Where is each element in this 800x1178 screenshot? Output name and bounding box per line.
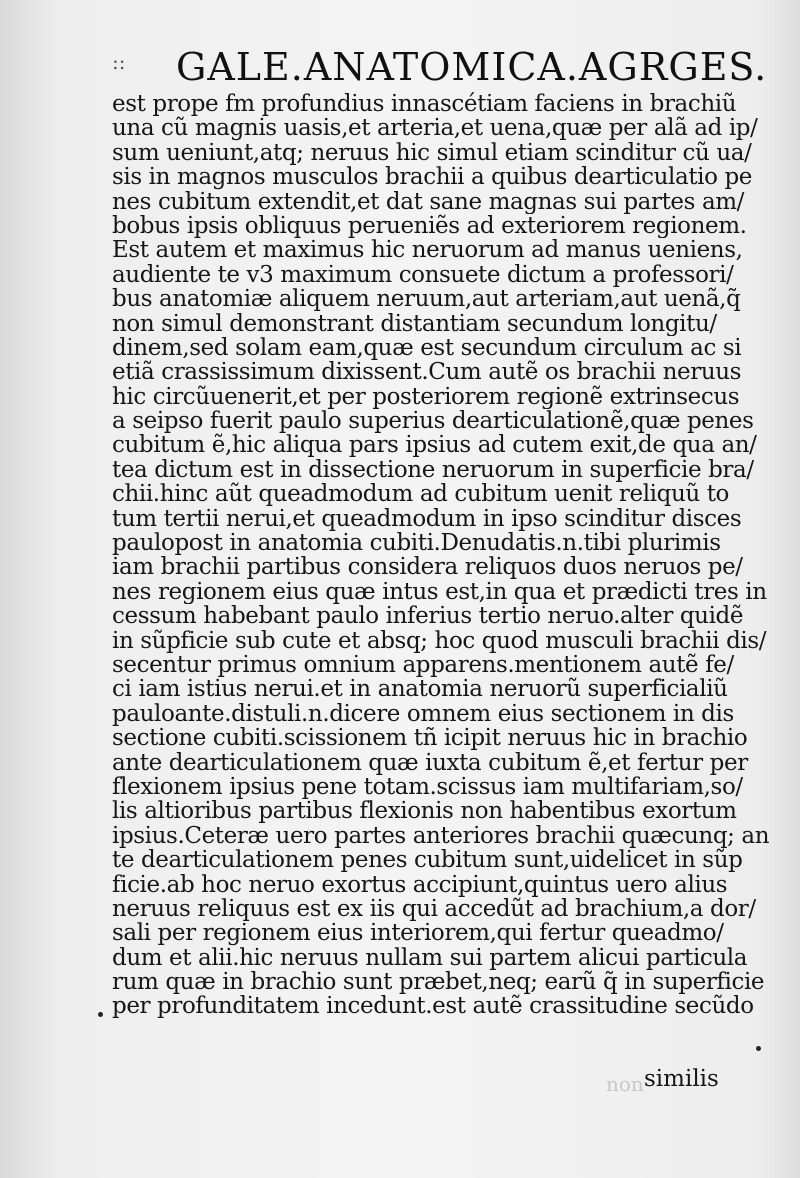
text-line: etiã crassissimum dixissent.Cum autẽ os brachii neruus — [112, 360, 742, 385]
text-line: sali per regionem eius interiorem,qui fertur queadmo/ — [112, 921, 724, 946]
text-line: iam brachii partibus considera reliquos duos neruos pe/ — [112, 555, 743, 580]
text-line: ante dearticulationem quæ iuxta cubitum ẽ,et fertur per — [112, 750, 748, 775]
text-line: a seipso fuerit paulo superius dearticulationẽ,quæ penes — [112, 409, 754, 434]
text-line: est prope fm profundius innascétiam faciens in brachiũ — [112, 92, 737, 117]
text-line: bobus ipsis obliquus perueniẽs ad exteriorem regionem. — [112, 213, 747, 239]
text-line: tea dictum est in dissectione neruorum in superficie bra/ — [112, 457, 754, 483]
ink-speck — [756, 1046, 761, 1051]
text-line: secentur primus omnium apparens.mentionem autẽ fe/ — [112, 652, 734, 678]
text-line: per profunditatem incedunt.est autẽ crassitudine secũdo — [112, 994, 754, 1019]
text-line: ficie.ab hoc neruo exortus accipiunt,quintus uero alius — [112, 872, 728, 897]
text-line: neruus reliquus est ex iis qui accedũt ad brachium,a dor/ — [112, 896, 756, 922]
text-line: pauloante.distuli.n.dicere omnem eius sectionem in dis — [112, 701, 734, 727]
header-mark: :: — [112, 50, 126, 74]
text-line: chii.hinc aũt queadmodum ad cubitum uenit reliquũ to — [112, 482, 729, 507]
text-line: rum quæ in brachio sunt præbet,neq; earũ q̃ in superficie — [112, 970, 765, 995]
text-line: tum tertii nerui,et queadmodum in ipso scinditur disces — [112, 506, 742, 532]
text-line: paulopost in anatomia cubiti.Denudatis.n.tibi plurimis — [112, 531, 721, 556]
text-line: in sũpficie sub cute et absq; hoc quod musculi brachii dis/ — [112, 628, 767, 653]
text-line: hic circũuenerit,et per posteriorem regionẽ extrinsecus — [112, 384, 740, 410]
text-line: sis in magnos musculos brachii a quibus dearticulatio pe — [112, 165, 753, 190]
text-line: lis altioribus partibus flexionis non habentibus exortum — [112, 799, 737, 824]
text-line: ipsius.Ceteræ uero partes anteriores brachii quæcunq; an — [112, 823, 770, 849]
text-line: audiente te v3 maximum consuete dictum a professori/ — [112, 262, 734, 288]
text-block — [112, 92, 772, 1019]
bleed-through-text: non — [606, 1072, 644, 1096]
text-line: dum et alii.hic neruus nullam sui partem alicui particula — [112, 945, 748, 971]
catchword: similis — [644, 1066, 719, 1092]
ink-speck — [98, 1012, 103, 1017]
text-line: te dearticulationem penes cubitum sunt,uidelicet in sũp — [112, 848, 743, 873]
text-line: sum ueniunt,atq; neruus hic simul etiam scinditur cũ ua/ — [112, 140, 752, 166]
text-line: nes regionem eius quæ intus est,in qua et prædicti tres in — [112, 579, 767, 605]
text-line: nes cubitum extendit,et dat sane magnas sui partes am/ — [112, 189, 745, 214]
text-line: cubitum ẽ,hic aliqua pars ipsius ad cutem exit,de qua an/ — [112, 433, 757, 458]
text-line: una cũ magnis uasis,et arteria,et uena,quæ per alã ad ip/ — [112, 116, 758, 141]
text-line: bus anatomiæ aliquem neruum,aut arteriam,aut uenã,q̃ — [112, 287, 741, 312]
text-line: flexionem ipsius pene totam.scissus iam multifariam,so/ — [112, 774, 743, 800]
text-line: sectione cubiti.scissionem tñ icipit neruus hic in brachio — [112, 726, 748, 751]
text-line: dinem,sed solam eam,quæ est secundum circulum ac si — [112, 335, 742, 361]
text-line: non simul demonstrant distantiam secundum longitu/ — [112, 311, 717, 336]
running-header: GALE.ANATOMICA.AGRGES. — [176, 45, 768, 89]
text-line: cessum habebant paulo inferius tertio neruo.alter quidẽ — [112, 604, 744, 629]
text-line: ci iam istius nerui.et in anatomia neruorũ superficialiũ — [112, 677, 728, 702]
text-line: Est autem et maximus hic neruorum ad manus ueniens, — [112, 238, 743, 263]
